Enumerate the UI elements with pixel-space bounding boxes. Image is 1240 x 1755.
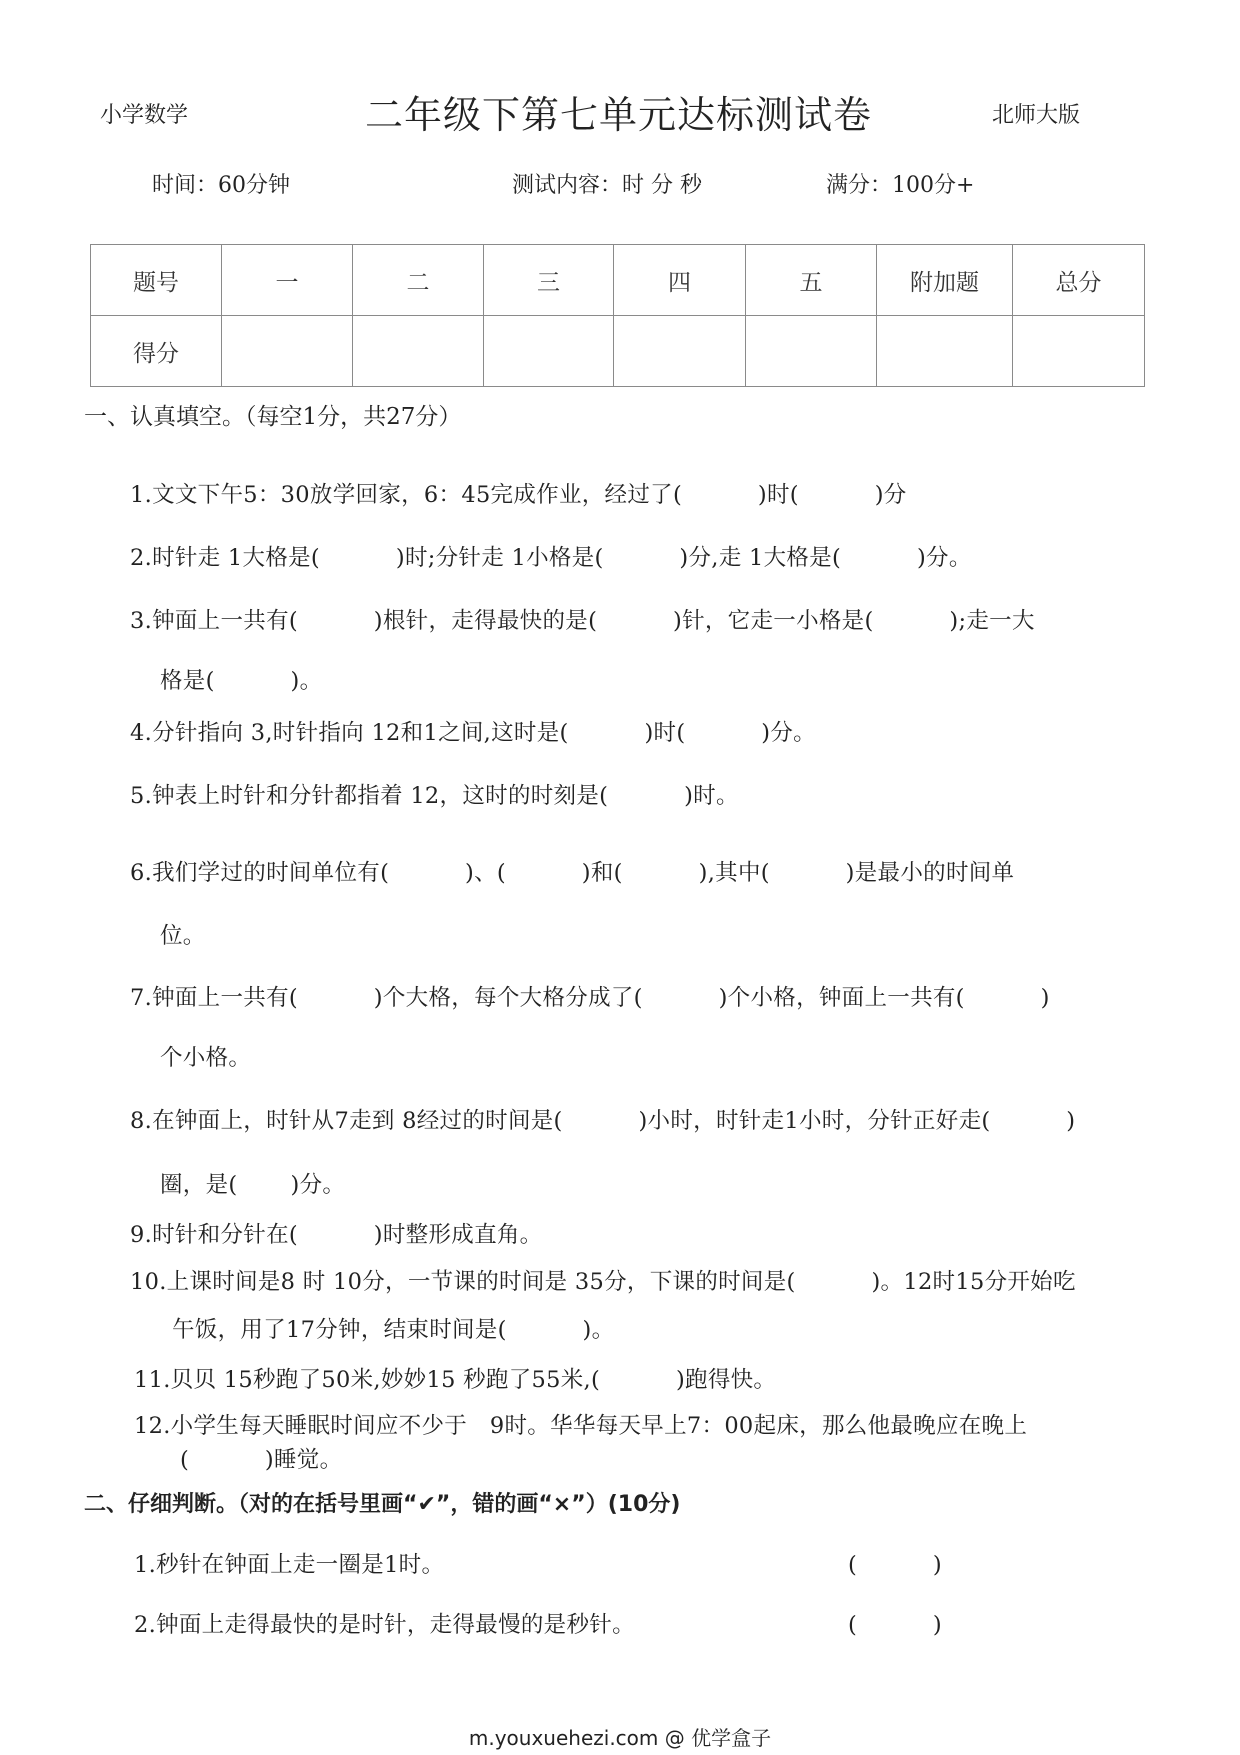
score-table-score-row [91, 316, 1145, 387]
question-3: 3.钟面上一共有( )根针，走得最快的是( )针，它走一小格是( );走一大 [130, 608, 1035, 634]
question-5: 5.钟表上时针和分针都指着 12，这时的时刻是( )时。 [130, 783, 739, 809]
question-9: 9.时针和分针在( )时整形成直角。 [130, 1222, 543, 1248]
question-7: 7.钟面上一共有( )个大格，每个大格分成了( )个小格，钟面上一共有( ) [130, 985, 1050, 1011]
question-11: 11.贝贝 15秒跑了50米,妙妙15 秒跑了55米,( )跑得快。 [134, 1367, 777, 1393]
score-cell[interactable] [353, 316, 484, 387]
header-cell: 一 [222, 245, 353, 316]
score-table-header-row [91, 245, 1145, 316]
question-10: 10.上课时间是8 时 10分，一节课的时间是 35分，下课的时间是( )。12时15分开始吃 [130, 1269, 1076, 1295]
judge-answer-blank-1[interactable]: ( ) [848, 1552, 943, 1578]
question-12: 12.小学生每天睡眠时间应不少于 9时。华华每天早上7：00起床，那么他最晚应在晚上 [134, 1413, 1028, 1439]
header-cell: 题号 [91, 245, 222, 316]
question-1: 1.文文下午5：30放学回家，6：45完成作业，经过了( )时( )分 [130, 482, 907, 508]
exam-title: 二年级下第七单元达标测试卷 [365, 93, 873, 137]
full-score: 满分：100分+ [826, 173, 975, 198]
score-cell[interactable] [1013, 316, 1145, 387]
header-cell: 附加题 [877, 245, 1013, 316]
question-6: 6.我们学过的时间单位有( )、( )和( ),其中( )是最小的时间单 [130, 860, 1015, 886]
question-4: 4.分针指向 3,时针指向 12和1之间,这时是( )时( )分。 [130, 720, 816, 746]
question-7-cont: 个小格。 [160, 1045, 252, 1071]
judge-answer-blank-2[interactable]: ( ) [848, 1612, 943, 1638]
score-cell[interactable] [614, 316, 746, 387]
question-2: 2.时针走 1大格是( )时;分针走 1小格是( )分,走 1大格是( )分。 [130, 545, 972, 571]
section2-title: 二、仔细判断。（对的在括号里画“✔”，错的画“×”）(10分) [84, 1492, 681, 1517]
time-limit: 时间：60分钟 [152, 173, 290, 198]
header-cell: 四 [614, 245, 746, 316]
question-6-cont: 位。 [160, 923, 206, 949]
header-cell: 二 [353, 245, 484, 316]
score-cell[interactable] [484, 316, 614, 387]
header-cell: 五 [746, 245, 877, 316]
test-content: 测试内容：时 分 秒 [512, 173, 702, 198]
judge-question-1: 1.秒针在钟面上走一圈是1时。 [134, 1552, 445, 1578]
footer-watermark: m.youxuehezi.com @ 优学盒子 [468, 1726, 772, 1750]
score-row-label: 得分 [91, 316, 222, 387]
subject-label: 小学数学 [100, 103, 189, 128]
header-cell: 三 [484, 245, 614, 316]
question-12-cont: ( )睡觉。 [180, 1447, 343, 1473]
question-10-cont: 午饭，用了17分钟，结束时间是( )。 [172, 1317, 615, 1343]
score-cell[interactable] [746, 316, 877, 387]
question-3-cont: 格是( )。 [160, 668, 323, 694]
section1-title: 一、认真填空。（每空1分，共27分） [84, 404, 462, 430]
header-cell: 总分 [1013, 245, 1145, 316]
question-8-cont: 圈，是( )分。 [160, 1172, 346, 1198]
score-cell[interactable] [222, 316, 353, 387]
edition-label: 北师大版 [992, 103, 1081, 128]
question-8: 8.在钟面上，时针从7走到 8经过的时间是( )小时，时针走1小时，分针正好走( ) [130, 1108, 1076, 1134]
judge-question-2: 2.钟面上走得最快的是时针，走得最慢的是秒针。 [134, 1612, 635, 1638]
score-cell[interactable] [877, 316, 1013, 387]
score-table [90, 244, 1145, 387]
